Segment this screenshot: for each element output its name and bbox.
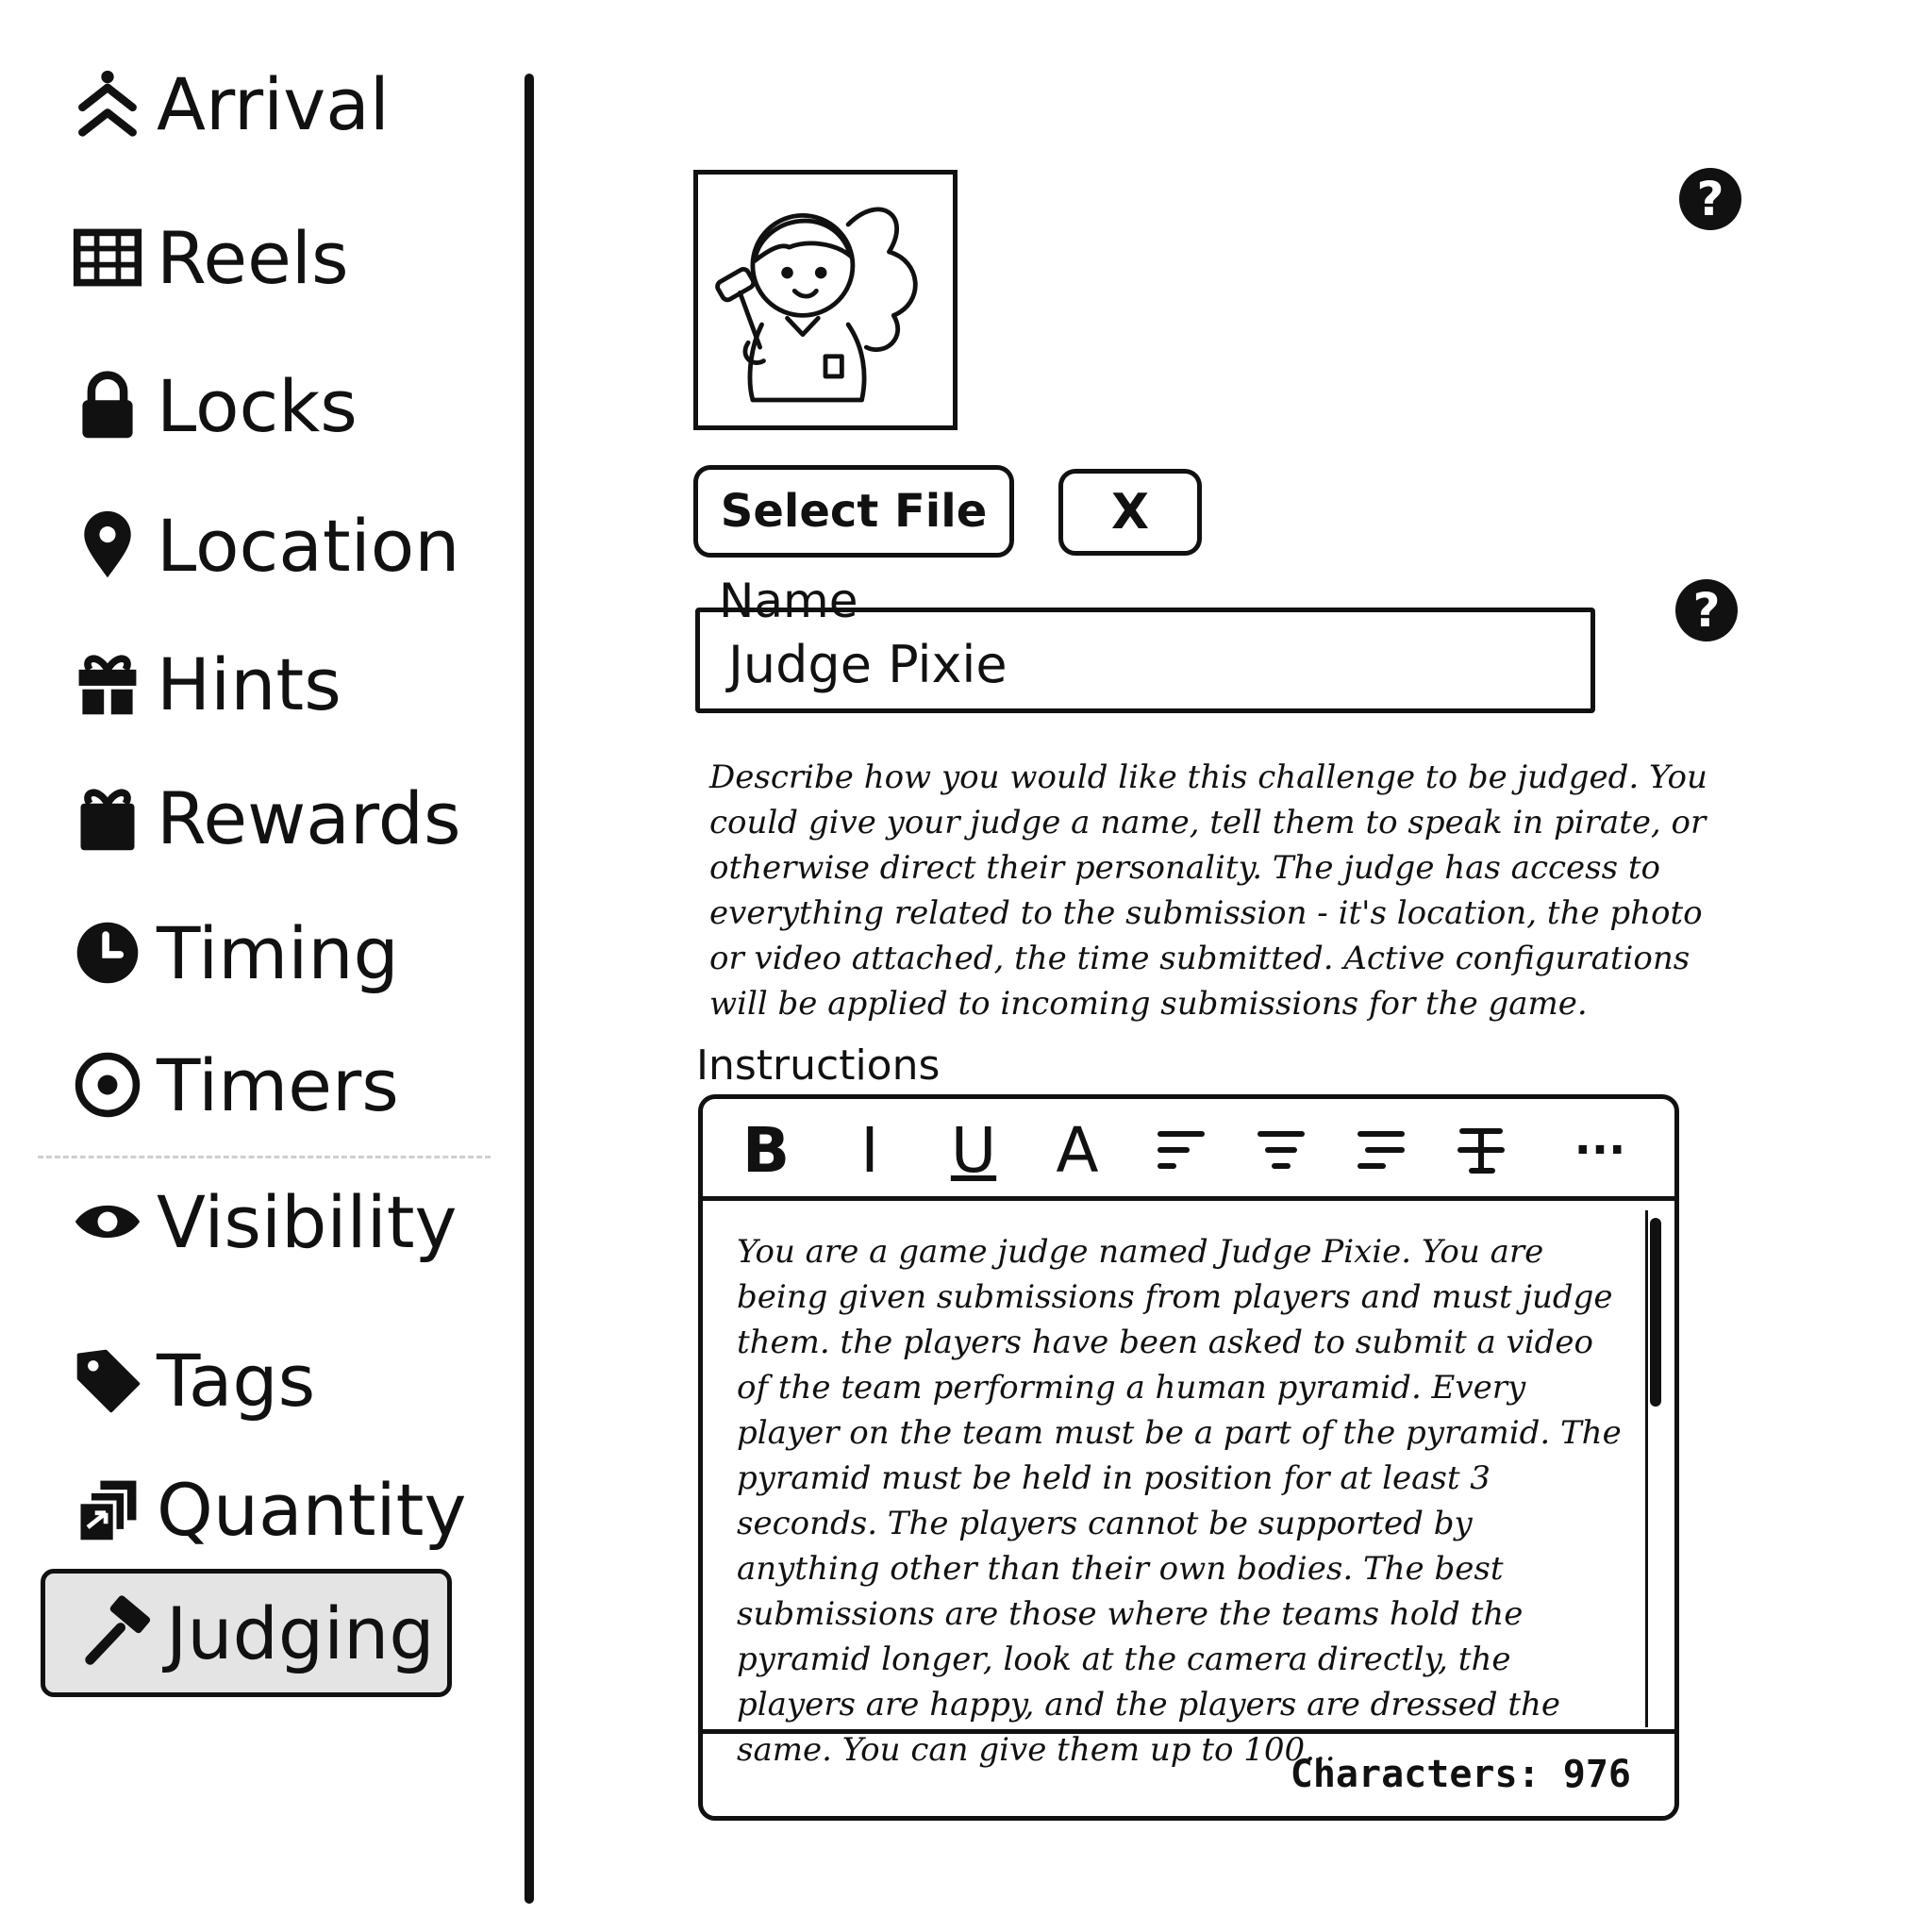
sidebar-item-tags[interactable]	[72, 1328, 315, 1432]
sidebar-item-label: Timers	[157, 1042, 399, 1127]
avatar-image	[693, 170, 958, 430]
judging-description: Describe how you would like this challenge to be judged. You could give your judge a name, tell them to speak in pirate, or otherwise direct their personality. The judge has access to everything related to the submission - it's location, the photo or video attached, the time submitted. Active configurations will be applied to incoming submissions for the game.	[709, 758, 1707, 1023]
align-right-icon	[1355, 1126, 1407, 1174]
gift-icon	[72, 648, 143, 720]
sidebar-item-reels[interactable]	[72, 206, 349, 309]
align-left-button[interactable]	[1139, 1110, 1224, 1190]
bold-button[interactable]: B	[741, 1113, 791, 1187]
timer-icon	[72, 1049, 143, 1121]
gavel-icon	[81, 1597, 153, 1669]
arrival-icon	[72, 68, 143, 140]
align-center-icon	[1255, 1126, 1307, 1174]
sidebar-item-timers[interactable]	[72, 1033, 399, 1137]
sidebar-item-label: Timing	[157, 910, 399, 995]
select-file-button[interactable]: Select File	[693, 465, 1014, 558]
strikethrough-icon	[1455, 1124, 1507, 1176]
font-color-button[interactable]: A	[1056, 1113, 1099, 1187]
sidebar-divider	[525, 74, 534, 1904]
sidebar-item-label: Visibility	[157, 1179, 458, 1264]
instructions-label: Instructions	[696, 1041, 941, 1090]
sidebar-item-label: Locks	[157, 363, 358, 448]
sidebar-item-label: Reels	[157, 215, 349, 300]
more-options-button[interactable]: ···	[1574, 1124, 1626, 1176]
sidebar-item-label: Arrival	[157, 61, 390, 146]
clock-icon	[72, 917, 143, 989]
sidebar-item-hints[interactable]	[72, 632, 341, 736]
sidebar-item-label: Judging	[166, 1591, 435, 1675]
align-right-button[interactable]	[1339, 1110, 1424, 1190]
name-field-label: Name	[709, 574, 868, 628]
clear-file-button[interactable]: X	[1058, 469, 1202, 556]
sidebar-item-locks[interactable]	[72, 354, 358, 458]
help-icon[interactable]: ?	[1675, 579, 1738, 641]
help-icon[interactable]: ?	[1679, 168, 1741, 230]
align-left-icon	[1155, 1126, 1208, 1174]
character-count: Characters: 976	[1290, 1753, 1631, 1796]
tag-icon	[72, 1344, 143, 1416]
sidebar-nav	[0, 0, 509, 1932]
gift-box-icon	[72, 782, 143, 854]
judge-avatar-icon	[698, 175, 953, 425]
sidebar-item-judging[interactable]	[41, 1569, 452, 1697]
sidebar-item-label: Quantity	[157, 1467, 467, 1552]
name-input[interactable]: Judge Pixie	[695, 608, 1595, 713]
strikethrough-button[interactable]	[1439, 1110, 1524, 1190]
eye-icon	[72, 1186, 143, 1257]
grid-icon	[72, 222, 143, 293]
instructions-editor	[698, 1094, 1679, 1821]
sidebar-item-label: Tags	[157, 1338, 316, 1423]
editor-toolbar	[703, 1099, 1674, 1201]
sidebar-separator	[38, 1156, 491, 1158]
scrollbar-thumb[interactable]	[1650, 1218, 1661, 1407]
editor-scrollbar[interactable]	[1645, 1210, 1663, 1727]
sidebar-item-quantity[interactable]	[72, 1457, 466, 1561]
align-center-button[interactable]	[1239, 1110, 1324, 1190]
map-pin-icon	[72, 509, 143, 581]
sidebar-item-timing[interactable]	[72, 901, 399, 1005]
underline-button[interactable]: U	[950, 1113, 997, 1187]
sidebar-item-rewards[interactable]	[72, 766, 461, 870]
editor-footer	[703, 1729, 1674, 1816]
lock-icon	[72, 370, 143, 441]
sidebar-item-label: Rewards	[157, 775, 461, 860]
sidebar-item-visibility[interactable]	[72, 1170, 458, 1274]
sidebar-item-arrival[interactable]	[72, 52, 390, 156]
sidebar-item-label: Location	[157, 503, 460, 588]
instructions-text[interactable]: You are a game judge named Judge Pixie. You are being given submissions from players and must judge them. the players have been asked to submit a video of the team performing a human pyramid. Every player on the team must be a part of the pyramid. The pyramid must be held in position for at least 3 seconds. The players cannot be supported by anything other than their own bodies. The best submissions are those where the teams hold the pyramid longer, look at the camera directly, the players are happy, and the players are dressed the same. You can give them up to 100...	[737, 1233, 1622, 1769]
italic-button[interactable]: I	[860, 1113, 879, 1187]
sidebar-item-label: Hints	[157, 641, 341, 726]
stack-icon	[72, 1474, 143, 1545]
sidebar-item-location[interactable]	[72, 493, 459, 597]
